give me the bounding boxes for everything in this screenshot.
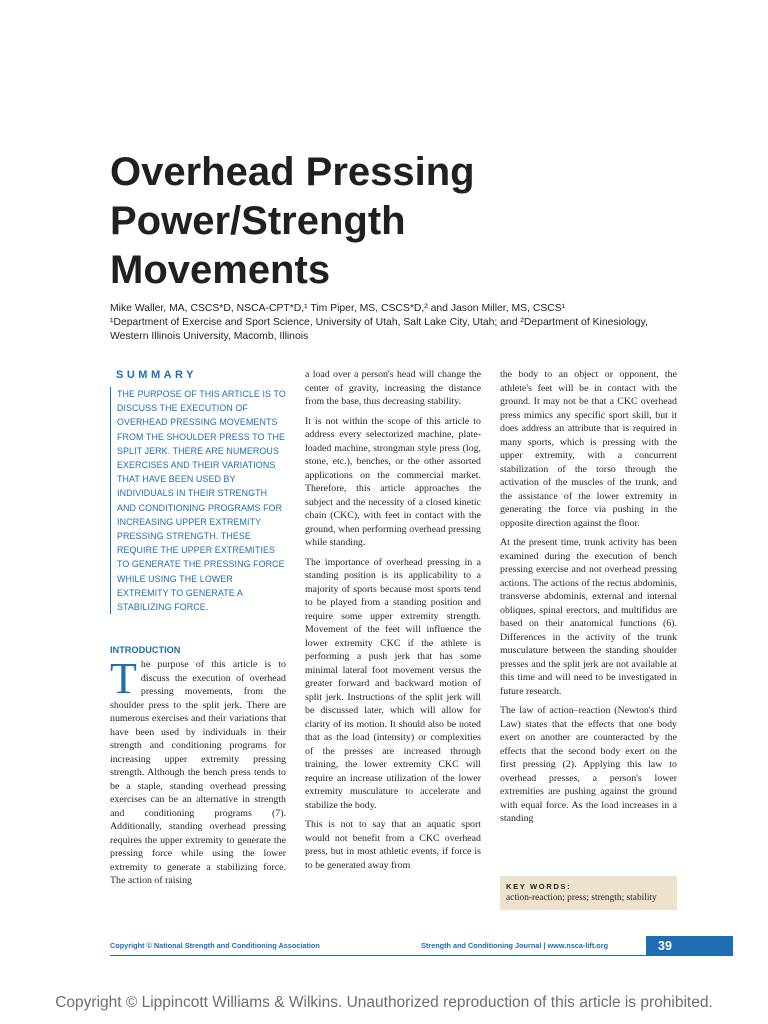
- column-1: [110, 368, 286, 888]
- body-paragraph: a load over a person's head will change the center of gravity, increasing the distance from the base, thus decreasing stability.: [305, 369, 481, 407]
- body-paragraph: the body to an object or opponent, the athlete's feet will be in contact with the ground. It may not be that a CKC overhead press mimics any specific sport skill, but it does address an attribute that is required in many sports, which is pressing with the upper extremity, with a concurrent stabilization of the torso through the activation of the muscles of the trunk, and the assistance of the lower extremity in generating the force via pushing in the opposite direction against the floor.: [500, 369, 677, 529]
- authors-line: Mike Waller, MA, CSCS*D, NSCA-CPT*D,¹ Tim Piper, MS, CSCS*D,² and Jason Miller, MS, CSCS¹: [110, 303, 566, 314]
- keywords-box: [500, 876, 677, 910]
- title-line-1: Overhead Pressing: [110, 150, 475, 194]
- affiliation-line-2: Western Illinois University, Macomb, Illinois: [110, 331, 309, 342]
- body-paragraph: The importance of overhead pressing in a standing position is its applicability to a majority of sports because most sports tend to be played from a standing position and require some upper extremity strength. Movement of the feet will influence the lower extremity CKC if the athlete is performing a push jerk that has some minimal lateral foot movement versus the greater forward and backward motion of split jerk. Instructions of the split jerk will be discussed later, which will allow for clarity of its motion. It should also be noted that as the load (intensity) or complexities of the presses are increased through training, the lower extremity CKC will require an increase utilization of the lower extremity musculature to accelerate and stabilize the body.: [305, 556, 481, 811]
- summary-heading: SUMMARY: [116, 369, 197, 381]
- title-line-2: Power/Strength: [110, 199, 406, 243]
- summary-text: THE PURPOSE OF THIS ARTICLE IS TO DISCUSS THE EXECUTION OF OVERHEAD PRESSING MOVEMENTS FROM THE SHOULDER PRESS TO THE SPLIT JERK. THERE ARE NUMEROUS EXERCISES AND THEIR VARIATIONS THAT HAVE BEEN USED BY INDIVIDUALS IN THEIR STRENGTH AND CONDITIONING PROGRAMS FOR INCREASING UPPER EXTREMITY PRESSING STRENGTH. THESE REQUIRE THE UPPER EXTREMITIES TO GENERATE THE PRESSING FORCE WHILE USING THE LOWER EXTREMITY TO GENERATE A STABILIZING FORCE.: [110, 387, 286, 614]
- footer-rule: [110, 955, 646, 956]
- title-line-3: Movements: [110, 248, 331, 292]
- body-paragraph: The law of action–reaction (Newton's third Law) states that the effects that one body exert on another are counteracted by the effects that the second body exert on the first pressing (2). Applying this law to overhead presses, a person's lower extremities are pushing against the ground with equal force. As the load increases in a standing: [500, 705, 677, 824]
- footer-journal: Strength and Conditioning Journal | www.nsca-lift.org: [421, 941, 609, 950]
- keywords-text: action-reaction; press; strength; stability: [506, 893, 657, 903]
- article-title: [110, 148, 670, 295]
- column-2: [305, 368, 481, 878]
- keywords-label: KEY WORDS:: [506, 882, 572, 891]
- body-paragraph: This is not to say that an aquatic sport would not benefit from a CKC overhead press, but in most athletic events, if force is to be generated away from: [305, 819, 481, 871]
- column-3: [500, 368, 677, 832]
- affiliation-line-1: ¹Department of Exercise and Sport Science, University of Utah, Salt Lake City, Utah; and ²Department of Kinesiology,: [110, 317, 648, 328]
- body-paragraph: It is not within the scope of this article to address every selectorized machine, plate-loaded machine, strongman style press (log, stone, etc.), benches, or the other assorted applications on the commercial market. Therefore, this article approaches the subject and the necessity of a closed kinetic chain (CKC), with feet in contact with the ground, when performing overhead pressing while standing.: [305, 415, 481, 548]
- footer-copyright: Copyright © National Strength and Conditioning Association: [110, 941, 320, 950]
- page-number: 39: [646, 936, 733, 956]
- author-block: [110, 302, 700, 344]
- introduction-heading: INTRODUCTION: [110, 645, 181, 656]
- introduction-text: he purpose of this article is to discuss the execution of overhead pressing movements, from the shoulder press to the split jerk. There are numerous exercises and their variations that have been used by individuals in their strength and conditioning programs for increasing upper extremity pressing strength. Although the bench press tends to be a staple, standing overhead pressing exercises can be an alternative in strength and conditioning programs (7). Additionally, standing overhead pressing requires the upper extremity to generate the pressing force while using the lower extremity to generate a stabilizing force. The action of raising: [110, 659, 286, 887]
- introduction-paragraph: [110, 654, 286, 888]
- drop-cap: T: [110, 654, 137, 704]
- body-paragraph: At the present time, trunk activity has been examined during the execution of bench pressing exercise and not overhead pressing actions. The actions of the rectus abdominis, transverse abdominis, external and internal obliques, spinal erectors, and multifidus are based on their anatomical functions (6). Differences in the activity of the trunk musculature between the standing shoulder presses and the split jerk are not available at this time and will need to be investigated in future research.: [500, 537, 677, 697]
- copyright-watermark: Copyright © Lippincott Williams & Wilkins. Unauthorized reproduction of this article is prohibited.: [55, 994, 713, 1011]
